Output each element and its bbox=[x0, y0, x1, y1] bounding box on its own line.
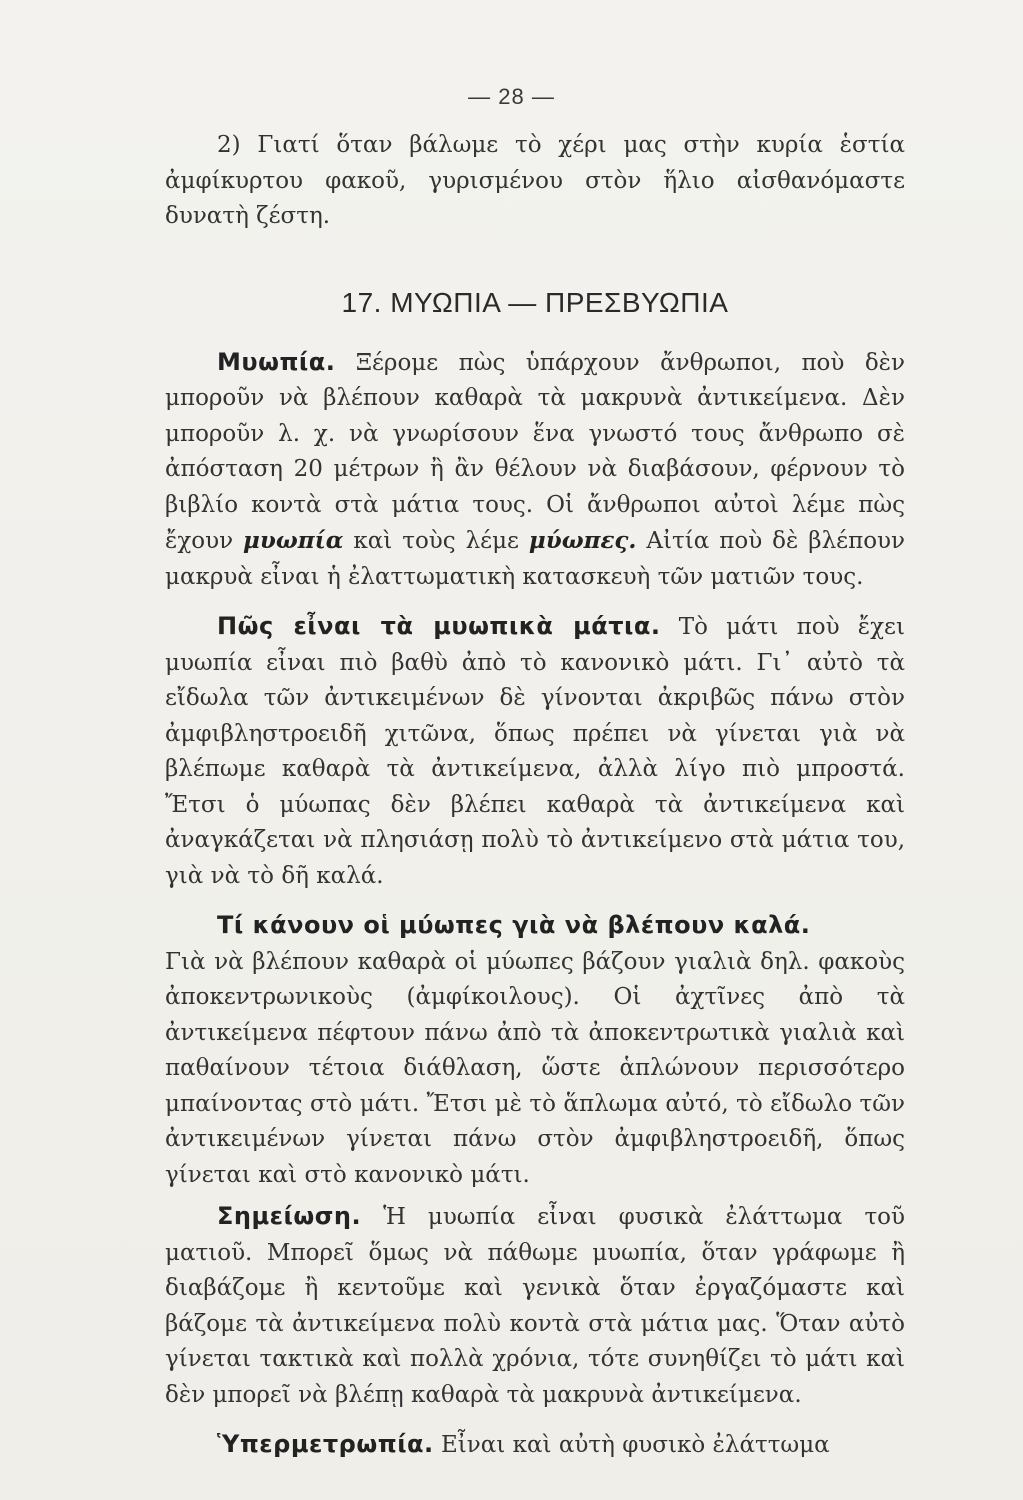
term-myopes: μύωπες. bbox=[528, 527, 637, 554]
myopia-paragraph bbox=[165, 345, 905, 596]
myopia-text-2: καὶ τοὺς λέμε bbox=[343, 528, 529, 554]
myopia-text-3: Αἰτία ποὺ δὲ βλέπουν μακρυὰ εἶναι ἡ ἐλαττωματικὴ κατασκευὴ τῶν ματιῶν τους. bbox=[165, 528, 905, 590]
note-paragraph bbox=[165, 1199, 905, 1413]
myopic-eyes-text: Τὸ μάτι ποὺ ἔχει μυωπία εἶναι πιὸ βαθὺ ἀπὸ τὸ κανονικὸ μάτι. Γι᾿ αὐτὸ τὰ εἴδωλα τῶν ἀντικειμένων δὲ γίνονται ἀκριβῶς πάνω στὸν ἀμφιβληστροειδῆ χιτῶνα, ὅπως πρέπει νὰ γίνεται γιὰ νὰ βλέπωμε καθαρὰ τὰ ἀντικείμενα, ἀλλὰ λίγο πιὸ μπροστά. Ἔτσι ὁ μύωπας δὲν βλέπει καθαρὰ τὰ ἀντικείμενα καὶ ἀναγκάζεται νὰ πλησιάσῃ πολὺ τὸ ἀντικείμενο στὰ μάτια του, γιὰ νὰ τὸ δῆ καλά. bbox=[165, 614, 905, 889]
remedy-heading-line bbox=[165, 908, 905, 945]
page-content bbox=[165, 128, 905, 1464]
page-number: — 28 — bbox=[468, 84, 555, 109]
question-2: 2) Γιατί ὅταν βάλωμε τὸ χέρι μας στὴν κυρία ἑστία ἀμφίκυρτου φακοῦ, γυρισμένου στὸν ἥλιο αἰσθανόμαστε δυνατὴ ζέστη. bbox=[165, 132, 905, 229]
myopic-eyes-paragraph bbox=[165, 609, 905, 894]
section-title: 17. ΜΥΩΠΙΑ — ΠΡΕΣΒΥΩΠΙΑ bbox=[341, 286, 729, 318]
note-heading: Σημείωση. bbox=[217, 1202, 362, 1230]
remedy-paragraph: Γιὰ νὰ βλέπουν καθαρὰ οἱ μύωπες βάζουν γιαλιὰ δηλ. φακοὺς ἀποκεντρωνικοὺς (ἀμφίκοιλους). Οἱ ἀχτῖνες ἀπὸ τὰ ἀντικείμενα πέφτουν πάνω ἀπὸ τὰ ἀποκεντρωτικὰ γιαλιὰ καὶ παθαίνουν τέτοια διάθλαση, ὥστε ἁπλώνουν περισσότερο μπαίνοντας στὸ μάτι. Ἔτσι μὲ τὸ ἅπλωμα αὐτό, τὸ εἴδωλο τῶν ἀντικειμένων γίνεται πάνω στὸν ἀμφιβληστροειδῆ, ὅπως γίνεται καὶ στὸ κανονικὸ μάτι. bbox=[165, 948, 905, 1188]
hypermetropia-paragraph bbox=[165, 1427, 905, 1464]
term-myopia: μυωπία bbox=[243, 527, 344, 554]
myopia-heading: Μυωπία. bbox=[217, 347, 336, 376]
myopia-text-1: Ξέρομε πὼς ὑπάρχουν ἄνθρωποι, ποὺ δὲν μποροῦν νὰ βλέπουν καθαρὰ τὰ μακρυνὰ ἀντικείμενα. Δὲν μποροῦν λ. χ. νὰ γνωρίσουν ἕνα γνωστό τους ἄνθρωπο σὲ ἀπόσταση 20 μέτρων ἢ ἂν θέλουν νὰ διαβάσουν, φέρνουν τὸ βιβλίο κοντὰ στὰ μάτια τους. Οἱ ἄνθρωποι αὐτοὶ λέμε πὼς ἔχουν bbox=[165, 349, 905, 554]
note-text: Ἡ μυωπία εἶναι φυσικὰ ἐλάττωμα τοῦ ματιοῦ. Μπορεῖ ὅμως νὰ πάθωμε μυωπία, ὅταν γράφωμε ἢ διαβάζομε ἢ κεντοῦμε καὶ γενικὰ ὅταν ἐργαζόμαστε καὶ βάζομε τὰ ἀντικείμενα πολὺ κοντὰ στὰ μάτια μας. Ὅταν αὐτὸ γίνεται τακτικὰ καὶ πολλὰ χρόνια, τότε συνηθίζει τὸ μάτι καὶ δὲν μπορεῖ νὰ βλέπῃ καθαρὰ τὰ μακρυνὰ ἀντικείμενα. bbox=[165, 1204, 905, 1408]
hypermetropia-text: Εἶναι καὶ αὐτὴ φυσικὸ ἐλάττωμα bbox=[433, 1432, 830, 1458]
myopic-eyes-heading: Πῶς εἶναι τὰ μυωπικὰ μάτια. bbox=[217, 612, 661, 640]
remedy-heading: Τί κάνουν οἱ μύωπες γιὰ νὰ βλέπουν καλά. bbox=[217, 911, 811, 939]
hypermetropia-heading: Ὑπερμετρωπία. bbox=[217, 1430, 434, 1458]
